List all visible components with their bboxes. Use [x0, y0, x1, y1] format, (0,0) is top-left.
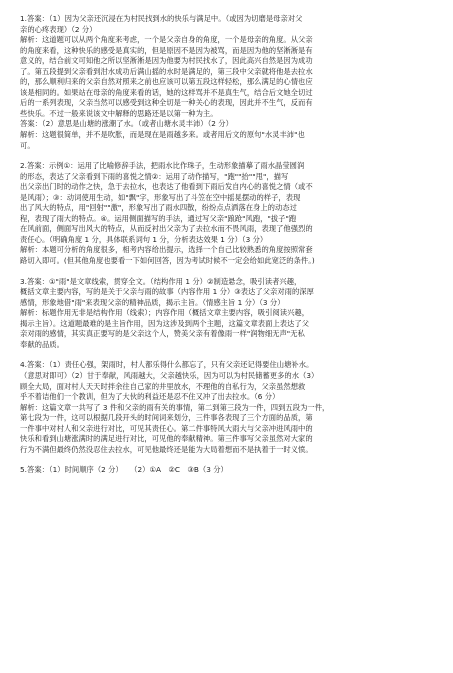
- text-line: 5.答案：（1）时间顺序（2 分） （2）①A ②C ③B（3 分）: [20, 465, 228, 475]
- text-line: 出父亲出门时的动作之快，急于去拉水，也表达了他看到下雨后发自内心的喜悦之情（或不: [20, 182, 313, 192]
- text-line: 是风雨）；③：动词使用生动，如"飘"字，形象写出了斗笠在空中摇晃摆动的样子，表现: [20, 192, 301, 202]
- text-line: 该是相同的。如果站在母亲的角度来看的话，她的这样骂并不是真生气，结合后文她全切过: [20, 87, 313, 97]
- text-line: 的角度来看，这种快乐的感受是真实的，但是原因不是因为被骂，而是因为他的坚淅淅是有: [20, 45, 313, 55]
- text-line: 可。: [20, 140, 35, 150]
- text-line: （意思对即可）（2）甘于奉献，风雨越大，父亲越快乐，因为可以为村民储蓄更多的水（3）: [20, 370, 319, 380]
- text-line: 解析：这道题可以从两个角度来考虑，一个是父亲自身的角度，一个是母亲的角度。从父亲: [20, 35, 313, 45]
- text-line: 1.答案：（1）因为父亲还沉浸在为村民找到水的快乐与满足中。（或因为切磨是母亲对父: [20, 14, 303, 23]
- text-line: 责任心。（明确角度 1 分，具体联系词句 1 分，分析表达效果 1 分）（3 分）: [20, 234, 268, 244]
- text-line: 解析：这题很简单，并不是吹胀，而是现在是雨越多来。或者用后文的原句"水灵丰沛"也: [20, 130, 305, 140]
- text-line: 3.答案：①"雨"是文章线索，贯穿全文。（结构作用 1 分）②制造悬念，吸引读者兴趣，: [20, 276, 302, 286]
- text-line: 感情，形象地借"雨"来表现父亲的精神品质，揭示主旨。（情感主旨 1 分）（3 分）: [20, 297, 285, 307]
- text-line: 2.答案：示例①：运用了比喻修辞手法，把雨水比作珠子，生动形象描摹了雨水晶莹圆润: [20, 161, 305, 171]
- text-line: 概括文章主要内容，写的是关于父亲与雨的故事（内容作用 1 分）③表达了父亲对雨的深厚: [20, 287, 314, 297]
- text-line: 路切入即可。(但其他角度也要看一下如何回答，因为考试时候不一定会给如此宽泛的条件。): [20, 256, 315, 266]
- answer-block-1: [20, 14, 439, 151]
- text-line: 乎不着诘他们一个教训，但为了大伙的利益还是忍不住又冲了出去拉水。（6 分）: [20, 392, 280, 402]
- text-line: 些快乐。不过一般来说该文中解释的思路还是以第一种为主。: [20, 108, 218, 118]
- text-line: 第七段为一件，这可以根据几段开头的时间词来划分，三件事各表现了三个方面的品质，第: [20, 413, 313, 423]
- text-line: 解析：这篇文章一共写了 3 件和父亲的雨有关的事情，第二到第三段为一件，四到五段为一件，: [20, 402, 330, 412]
- section-gap: [20, 350, 439, 360]
- section-gap: [20, 455, 439, 465]
- section-gap: [20, 151, 439, 161]
- answer-block-4: [20, 360, 439, 455]
- text-line: 答案：（2）意思是山塘的涨潮了水。（或者山塘水灵丰沛）（2 分）: [20, 119, 233, 129]
- answer-block-2: [20, 161, 439, 266]
- text-line: 顾全大局，面对村人天天时拌余往自己家的井里放水，不理他的自私行为，父亲虽然想救: [20, 381, 306, 391]
- answer-block-5: [20, 465, 439, 476]
- text-line: 一件事中对村人和父亲进行对比，可见其责任心。第二件事特风大雨大与父亲冲进风雨中的: [20, 423, 313, 433]
- text-line: 了。第五段提到父亲看到泔水成功后满山摇的水时是满足的，第三段中父亲就将他是去拉水: [20, 66, 313, 76]
- text-line: 解析：标题作用无非是结构作用（线索）；内容作用（概括文章主要内容，吸引阅读兴趣，: [20, 308, 310, 318]
- section-gap: [20, 267, 439, 277]
- text-line: 亲对雨的感情，其实真正要写的是父亲这个人，赞美父亲有着像雨一样"润物细无声"无私: [20, 329, 305, 339]
- text-line: 行为不满但最终仍然没忍住去拉水，可见他最终还是能为大局着想而不是执着于一时义愤。: [20, 444, 313, 454]
- text-line: 揭示主旨）。这道题最难的是主旨作用，因为这涉及到两个主题，这篇文章表面上表达了父: [20, 318, 310, 328]
- text-line: 亲的心疼表现）（2 分）: [20, 24, 97, 34]
- text-line: 出了风大的特点，用"回射""激"，形象写出了雨水四散，纷纷点点洒落在身上的动态过: [20, 203, 297, 213]
- text-line: 后的一系列表现，父亲当然可以感受到这种全切是一种关心的表现，因此并不生气，反而有: [20, 98, 313, 108]
- text-line: 4.答案：（1）责任心强，架雨时，村人都乐得什么都忘了，只有父亲还记得要住山塘补水。: [20, 360, 314, 370]
- text-line: 在风前面，侧面写出风大的特点，从而反衬出父亲为了去拉水而不畏风雨，表现了他强烈的: [20, 224, 313, 234]
- text-line: 解析：本题可分析的角度很多，相考内容给出提示，选择一个自己比较熟悉的角度按照常套: [20, 245, 313, 255]
- answer-block-3: [20, 277, 439, 351]
- text-line: 奉献的品质。: [20, 339, 64, 349]
- text-line: 的，那么顺利归来的父亲自然对照来之前也应该可以第五段这样轻松，那么满足的心情也应: [20, 77, 313, 87]
- text-line: 快乐和看到山塘涨满时的满足进行对比，可见他的奉献精神。第三件事写父亲虽然对大家的: [20, 434, 313, 444]
- text-line: 程，表现了雨大的特点。④。运用侧面描写的手法，通过写父亲"踉跄"风跑，"拔子"跑: [20, 213, 297, 223]
- text-line: 的形态，表达了父亲看到下雨的喜悦之情②：运用了动作描写，"跑""抬""甩"，描写: [20, 171, 289, 181]
- text-line: 意义的，结合前文可知他之所以坚淅淅是因为他要为村民找水了，因此高兴自然是因为成功: [20, 56, 313, 66]
